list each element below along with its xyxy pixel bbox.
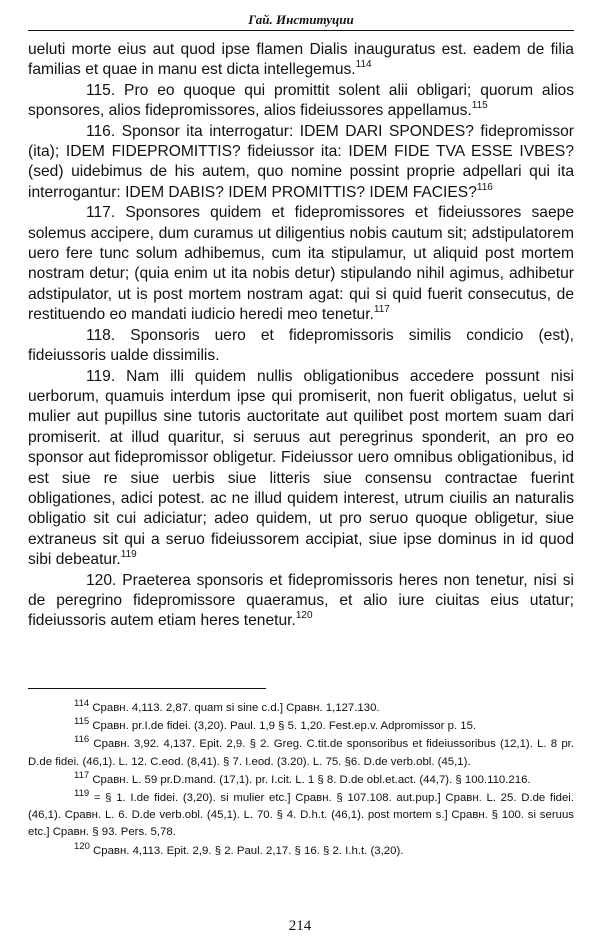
footnote-116: $^{116}$ Сравн. 3,92. 4,137. Epit. 2,9. § 2. Greg. C.tit.de sponsoribus et fideiussoribus (12,1). L. 8 pr. D.de fidei. (46,1). L. 12. C.eod. (8,41). § 7. I.eod. (3.20). L. 75. §6. D.de verb.obl. (45,1). bbox=[28, 734, 574, 768]
paragraph-117: 117. Sponsores quidem et fidepromissores et fideiussores saepe solemus accipere, dum curamus ut diligentius nobis cautum sit; adstipulatorem uero fere tunc solum adhibemus, cum ita stipulamur, ut aliquid post mortem nostram detur; (quia enim ut ita nobis detur) stipulando nihil agimus, adhibetur adstipulator, ut is post mortem nostram agat: qui si quid fuerit consecutus, de restituendo eo mandati iudicio heredi meo tenetur.$^{117}$ bbox=[28, 204, 574, 324]
paragraph-115: 115. Pro eo quoque qui promittit solent alii obligari; quorum alios sponsores, alios fidepromissores, alios fideiussores appellamus.$^{115}$ bbox=[28, 81, 574, 120]
running-header: Гай. Институции bbox=[28, 12, 574, 31]
paragraph-116: 116. Sponsor ita interrogatur: IDEM DARI SPONDES? fidepromissor (ita); IDEM FIDEPROMITTIS? fideiussor ita: IDEM FIDE TVA ESSE IVBES? (sed) uidebimus de his autem, quo nomine possint proprie adpellari qui ita interrogantur: IDEM DABIS? IDEM PROMITTIS? IDEM FACIES?$^{116}$ bbox=[28, 122, 574, 201]
page-number: 214 bbox=[288, 918, 312, 934]
footnote-ref[interactable]: 115 bbox=[471, 100, 488, 112]
footnote-119: $^{119}$ = § 1. I.de fidei. (3,20). si mulier etc.] Сравн. § 107.108. aut.pup.] Сравн. L. 25. D.de fidei. (46,1). Сравн. L. 6. D.de verb.obl. (45,1). L. 70. § 4. D.h.t. (46,1). post mortem s.] Сравн. § 100. si seruus etc.] Сравн. § 93. Pers. 5,78. bbox=[28, 788, 574, 839]
footnote-ref[interactable]: 116 bbox=[476, 181, 493, 193]
footnote-117: $^{117}$ Сравн. L. 59 pr.D.mand. (17,1). pr. I.cit. L. 1 § 8. D.de obl.et.act. (44,7). § 100.110.216. bbox=[74, 769, 531, 786]
footnotes bbox=[28, 700, 574, 861]
footnote-ref[interactable]: 114 bbox=[355, 59, 372, 71]
footnote-divider bbox=[28, 688, 266, 689]
footnote-ref[interactable]: 119 bbox=[120, 549, 137, 561]
footnote-120: $^{120}$ Сравн. 4,113. Epit. 2,9. § 2. Paul. 2,17. § 16. § 2. I.h.t. (3,20). bbox=[74, 840, 404, 857]
main-text bbox=[28, 40, 574, 632]
paragraph-119: 119. Nam illi quidem nullis obligationibus accedere possunt nisi uerborum, quamuis interdum ipse qui promiserit, non fuerit obligatus, uelut si mulier aut pupillus sine tutoris auctoritate aut quilibet post mortem suam dari promiserit. at illud quaritur, si seruus aut peregrinus sponderit, an pro eo sponsor aut fidepromissor obligetur. Fideiussor uero omnibus obligationibus, id est siue re siue uerbis siue litteris siue consensu contractae fuerint obligationes, adici potest. ac ne illud quidem interest, utrum ciuilis an naturalis obligatio sit cui adiciatur; adeo quidem, ut pro seruo quoque obligetur, siue extraneus sit qui a seruo fideiussorem accipiat, siue ipse dominus in id quod sibi debeatur.$^{119}$ bbox=[28, 367, 574, 569]
paragraph-continuation: ueluti morte eius aut quod ipse flamen Dialis inauguratus est. eadem de filia familias et quae in manu est dicta intellegemus.$^{114}$ bbox=[28, 41, 574, 79]
footnote-ref[interactable]: 120 bbox=[295, 610, 313, 622]
paragraph-120: 120. Praeterea sponsoris et fidepromissoris heres non tenetur, nisi si de peregrino fidepromissore quaeramus, et alio iure ciuitas eius utatur; fideiussoris autem etiam heres tenetur.$^{120}$ bbox=[28, 571, 574, 630]
footnote-114: $^{114}$ Сравн. 4,113. 2,87. quam si sine c.d.] Сравн. 1,127.130. bbox=[74, 698, 380, 714]
paragraph-118: 118. Sponsoris uero et fidepromissoris similis condicio (est), fideiussoris ualde dissimilis. bbox=[28, 326, 574, 365]
footnote-115: $^{115}$ Сравн. pr.I.de fidei. (3,20). Paul. 1,9 § 5. 1,20. Fest.ep.v. Adpromissor p. 15. bbox=[74, 716, 477, 733]
footnote-ref[interactable]: 117 bbox=[373, 304, 390, 316]
